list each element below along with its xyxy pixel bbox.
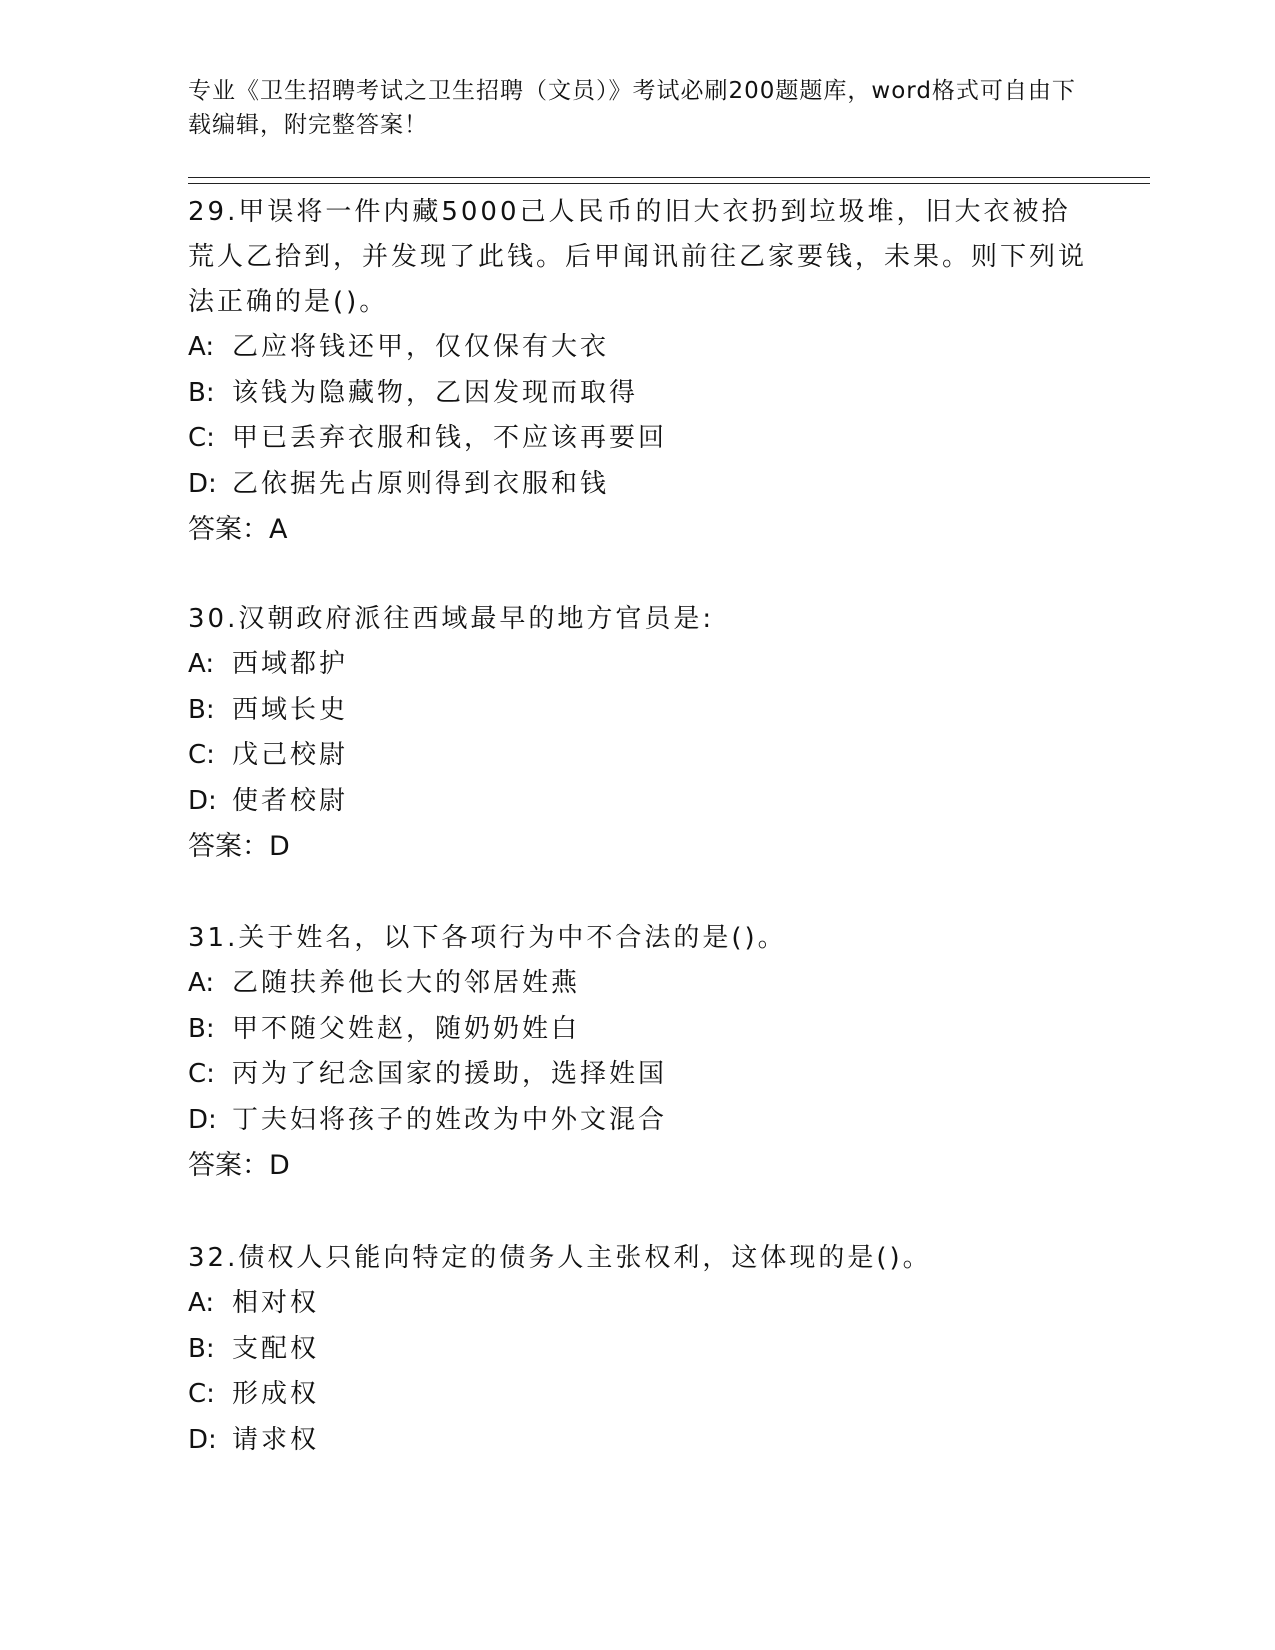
option-d <box>188 779 1088 825</box>
option-text: 丁夫妇将孩子的姓改为中外文混合 <box>232 1104 668 1135</box>
option-key: B: <box>188 1333 215 1364</box>
option-text: 形成权 <box>232 1379 320 1409</box>
option-d <box>188 1418 1088 1464</box>
header-divider-top <box>188 177 1150 178</box>
option-c <box>188 416 1088 462</box>
option-text: 请求权 <box>232 1424 320 1455</box>
question-32 <box>188 1236 1088 1463</box>
option-b <box>188 1327 1088 1373</box>
answer-line: 答案：D <box>188 1150 290 1181</box>
option-text: 乙随扶养他长大的邻居姓燕 <box>232 968 581 998</box>
option-key: D: <box>188 1424 217 1455</box>
option-key: C: <box>188 1379 215 1409</box>
question-31 <box>188 916 1088 1188</box>
option-key: A: <box>188 649 215 679</box>
option-text: 该钱为隐藏物，乙因发现而取得 <box>232 377 639 408</box>
option-key: B: <box>188 694 215 725</box>
option-text: 使者校尉 <box>232 785 349 816</box>
option-text: 乙依据先占原则得到衣服和钱 <box>232 468 610 499</box>
option-text: 戊己校尉 <box>232 740 349 770</box>
option-text: 支配权 <box>232 1333 320 1364</box>
answer-line: 答案：D <box>188 831 290 862</box>
question-stem: 31.关于姓名，以下各项行为中不合法的是()。 <box>188 923 787 953</box>
option-key: D: <box>188 785 217 816</box>
answer-line: 答案：A <box>188 514 288 545</box>
option-a <box>188 961 1088 1007</box>
question-stem: 30.汉朝政府派往西域最早的地方官员是: <box>188 604 715 634</box>
option-a <box>188 325 1088 371</box>
option-c <box>188 1052 1088 1098</box>
question-stem: 29.甲误将一件内藏5000己人民币的旧大衣扔到垃圾堆，旧大衣被拾荒人乙拾到，并发现了此钱。后甲闻讯前往乙家要钱，未果。则下列说法正确的是()。 <box>188 197 1088 317</box>
option-a <box>188 642 1088 688</box>
option-text: 乙应将钱还甲，仅仅保有大衣 <box>232 332 610 362</box>
option-key: C: <box>188 423 215 453</box>
option-key: A: <box>188 332 215 362</box>
option-key: B: <box>188 377 215 408</box>
option-key: D: <box>188 1104 217 1135</box>
option-d <box>188 462 1088 508</box>
option-key: A: <box>188 968 215 998</box>
option-text: 西域都护 <box>232 649 349 679</box>
option-key: C: <box>188 1059 215 1089</box>
option-b <box>188 688 1088 734</box>
question-29 <box>188 190 1088 552</box>
option-text: 甲不随父姓赵，随奶奶姓白 <box>232 1013 581 1044</box>
option-b <box>188 1007 1088 1053</box>
option-key: D: <box>188 468 217 499</box>
option-key: A: <box>188 1288 215 1318</box>
document-header: 专业《卫生招聘考试之卫生招聘（文员）》考试必刷200题题库，word格式可自由下载编辑，附完整答案！ <box>188 78 1076 138</box>
option-a <box>188 1281 1088 1327</box>
option-c <box>188 1372 1088 1418</box>
option-c <box>188 733 1088 779</box>
option-text: 相对权 <box>232 1288 320 1318</box>
option-b <box>188 371 1088 417</box>
question-30 <box>188 597 1088 869</box>
question-stem: 32.债权人只能向特定的债务人主张权利，这体现的是()。 <box>188 1243 932 1273</box>
option-text: 丙为了纪念国家的援助，选择姓国 <box>232 1059 668 1089</box>
option-key: C: <box>188 740 215 770</box>
option-key: B: <box>188 1013 215 1044</box>
option-text: 甲已丢弃衣服和钱，不应该再要回 <box>232 423 668 453</box>
option-d <box>188 1098 1088 1144</box>
header-divider-bottom <box>188 183 1150 184</box>
option-text: 西域长史 <box>232 694 349 725</box>
